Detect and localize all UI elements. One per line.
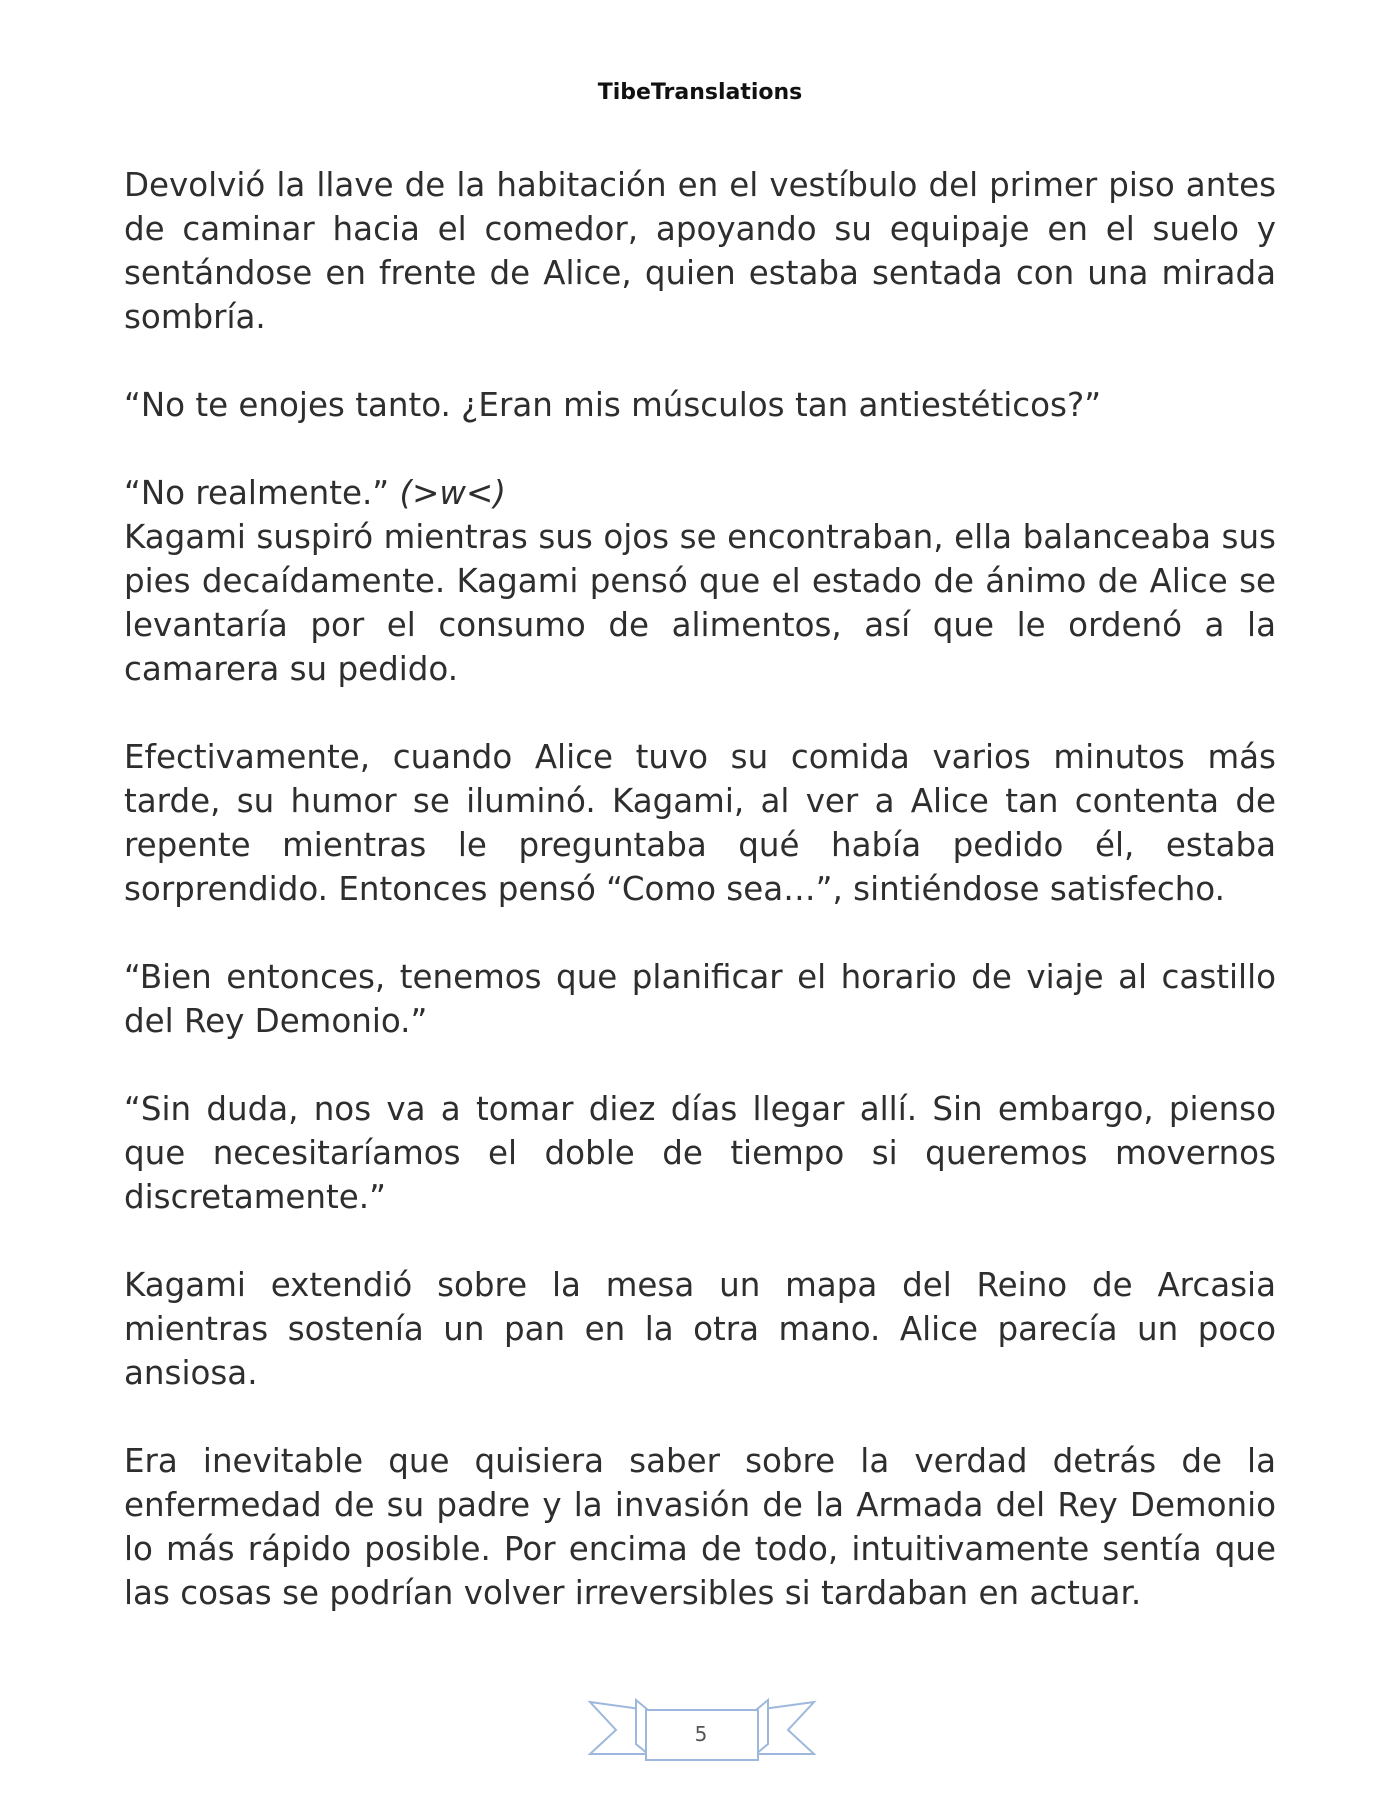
paragraph: “Sin duda, nos va a tomar diez días llegar allí. Sin embargo, pienso que necesitaríamos el doble de tiempo si queremos movernos discretamente.” bbox=[124, 1090, 1276, 1216]
page-header-logo: TibeTranslations bbox=[597, 80, 803, 105]
paragraph: Kagami suspiró mientras sus ojos se encontraban, ella balanceaba sus pies decaídamente. Kagami pensó que el estado de ánimo de Alice se levantaría por el consumo de alimentos, así que le ordenó a la camarera su pedido. bbox=[124, 518, 1276, 688]
paragraph: Era inevitable que quisiera saber sobre la verdad detrás de la enfermedad de su padre y la invasión de la Armada del Rey Demonio lo más rápido posible. Por encima de todo, intuitivamente sentía que las cosas se podrían volver irreversibles si tardaban en actuar. bbox=[124, 1442, 1276, 1612]
paragraph: Efectivamente, cuando Alice tuvo su comida varios minutos más tarde, su humor se iluminó. Kagami, al ver a Alice tan contenta de repente mientras le preguntaba qué había pedido él, estaba sorprendido. Entonces pensó “Como sea…”, sintiéndose satisfecho. bbox=[124, 738, 1276, 908]
paragraph: “Bien entonces, tenemos que planificar el horario de viaje al castillo del Rey Demonio.” bbox=[124, 958, 1276, 1040]
paragraph: Devolvió la llave de la habitación en el vestíbulo del primer piso antes de caminar hacia el comedor, apoyando su equipaje en el suelo y sentándose en frente de Alice, quien estaba sentada con una mirada sombría. bbox=[124, 166, 1276, 336]
emoticon-text: (>w<) bbox=[399, 474, 506, 512]
dialogue-line bbox=[124, 471, 1276, 515]
page-number: 5 bbox=[694, 1722, 708, 1746]
paragraph: “No te enojes tanto. ¿Eran mis músculos tan antiestéticos?” bbox=[124, 386, 1102, 424]
document-body bbox=[124, 163, 1276, 1659]
dialogue-text: “No realmente.” bbox=[124, 474, 390, 512]
paragraph: Kagami extendió sobre la mesa un mapa del Reino de Arcasia mientras sostenía un pan en la otra mano. Alice parecía un poco ansiosa. bbox=[124, 1266, 1276, 1392]
